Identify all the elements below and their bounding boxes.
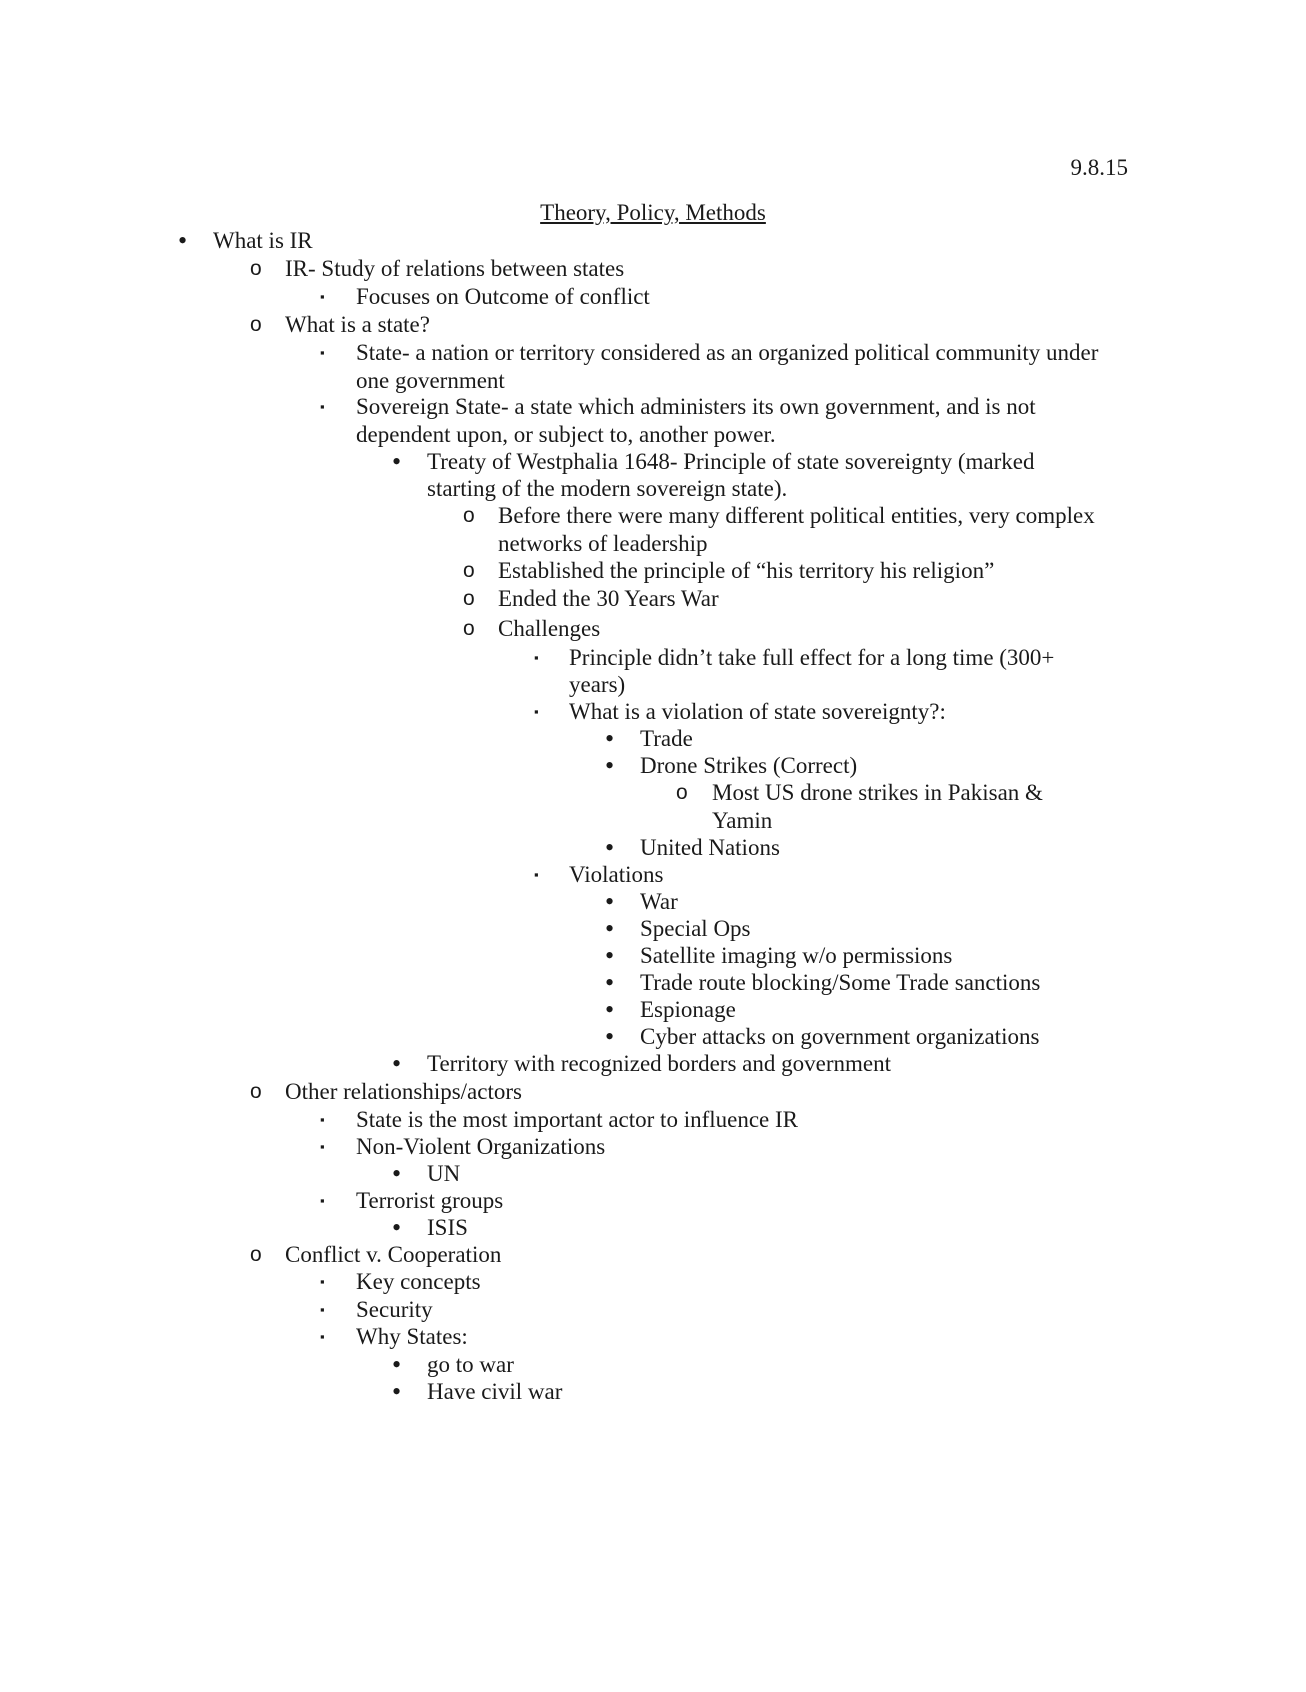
circle-bullet-marker: o (463, 587, 475, 610)
square-bullet-marker: ▪ (320, 399, 325, 414)
disc-bullet-marker: • (392, 1159, 402, 1188)
outline-item-text: one government (356, 368, 505, 393)
outline-item-text: War (640, 889, 678, 914)
outline-item-text: Conflict v. Cooperation (285, 1242, 502, 1267)
note-date: 9.8.15 (1070, 155, 1128, 180)
outline-item-text: Espionage (640, 997, 736, 1022)
square-bullet-marker: ▪ (320, 289, 325, 304)
circle-bullet-marker: o (250, 1243, 262, 1266)
disc-bullet-marker: • (605, 914, 615, 943)
disc-bullet-marker: • (605, 941, 615, 970)
square-bullet-marker: ▪ (320, 1139, 325, 1154)
outline-item-text: Before there were many different political entities, very complex (498, 503, 1095, 528)
outline-item-text: Principle didn’t take full effect for a long time (300+ (569, 645, 1055, 670)
circle-bullet-marker: o (463, 559, 475, 582)
disc-bullet-marker: • (392, 1213, 402, 1242)
outline-item-text: dependent upon, or subject to, another power. (356, 422, 776, 447)
outline-item-text: Treaty of Westphalia 1648- Principle of state sovereignty (marked (427, 449, 1035, 474)
outline-item-text: Key concepts (356, 1269, 481, 1294)
outline-item-text: Security (356, 1297, 433, 1322)
outline-item-text: IR- Study of relations between states (285, 256, 625, 281)
square-bullet-marker: ▪ (534, 867, 539, 882)
outline-item-text: ISIS (427, 1215, 468, 1240)
outline-item-text: Trade (640, 726, 693, 751)
disc-bullet-marker: • (392, 447, 402, 476)
square-bullet-marker: ▪ (320, 1329, 325, 1344)
square-bullet-marker: ▪ (320, 345, 325, 360)
outline-item-text: Ended the 30 Years War (498, 586, 719, 611)
disc-bullet-marker: • (178, 226, 188, 255)
outline-item-text: go to war (427, 1352, 514, 1377)
outline-item-text: Non-Violent Organizations (356, 1134, 606, 1159)
outline-item-text: starting of the modern sovereign state). (427, 476, 788, 501)
disc-bullet-marker: • (605, 1022, 615, 1051)
disc-bullet-marker: • (392, 1377, 402, 1406)
outline-item-text: Sovereign State- a state which administers its own government, and is not (356, 394, 1036, 419)
circle-bullet-marker: o (250, 257, 262, 280)
circle-bullet-marker: o (250, 1080, 262, 1103)
circle-bullet-marker: o (463, 504, 475, 527)
outline-item-text: Focuses on Outcome of conflict (356, 284, 650, 309)
square-bullet-marker: ▪ (320, 1274, 325, 1289)
circle-bullet-marker: o (676, 781, 688, 804)
outline-item-text: Terrorist groups (356, 1188, 504, 1213)
outline-item-text: Established the principle of “his territory his religion” (498, 558, 995, 583)
square-bullet-marker: ▪ (534, 650, 539, 665)
square-bullet-marker: ▪ (320, 1112, 325, 1127)
outline-item-text: Yamin (712, 808, 773, 833)
disc-bullet-marker: • (605, 995, 615, 1024)
disc-bullet-marker: • (605, 968, 615, 997)
outline-item-text: State- a nation or territory considered as an organized political community under (356, 340, 1099, 365)
outline-item-text: Why States: (356, 1324, 468, 1349)
disc-bullet-marker: • (392, 1350, 402, 1379)
outline-item-text: United Nations (640, 835, 780, 860)
outline-item-text: Other relationships/actors (285, 1079, 522, 1104)
disc-bullet-marker: • (605, 887, 615, 916)
outline-item-text: Most US drone strikes in Pakisan & (712, 780, 1043, 805)
outline-item-text: Have civil war (427, 1379, 563, 1404)
outline-item-text: What is IR (213, 228, 313, 253)
outline-item-text: years) (569, 672, 626, 697)
disc-bullet-marker: • (605, 724, 615, 753)
outline-item-text: Satellite imaging w/o permissions (640, 943, 953, 968)
square-bullet-marker: ▪ (320, 1193, 325, 1208)
circle-bullet-marker: o (463, 617, 475, 640)
outline-item-text: What is a violation of state sovereignty?: (569, 699, 946, 724)
disc-bullet-marker: • (605, 751, 615, 780)
square-bullet-marker: ▪ (534, 704, 539, 719)
outline-item-text: Drone Strikes (Correct) (640, 753, 858, 778)
circle-bullet-marker: o (250, 313, 262, 336)
disc-bullet-marker: • (605, 833, 615, 862)
outline-item-text: networks of leadership (498, 531, 708, 556)
outline-item-text: Cyber attacks on government organizations (640, 1024, 1040, 1049)
outline-item-text: UN (427, 1161, 461, 1186)
square-bullet-marker: ▪ (320, 1302, 325, 1317)
outline-item-text: Violations (569, 862, 664, 887)
outline-item-text: Challenges (498, 616, 601, 641)
disc-bullet-marker: • (392, 1049, 402, 1078)
outline-item-text: Special Ops (640, 916, 751, 941)
outline-item-text: State is the most important actor to influence IR (356, 1107, 799, 1132)
outline-item-text: What is a state? (285, 312, 430, 337)
outline-item-text: Trade route blocking/Some Trade sanctions (640, 970, 1041, 995)
page-title: Theory, Policy, Methods (540, 200, 766, 225)
outline-item-text: Territory with recognized borders and government (427, 1051, 891, 1076)
